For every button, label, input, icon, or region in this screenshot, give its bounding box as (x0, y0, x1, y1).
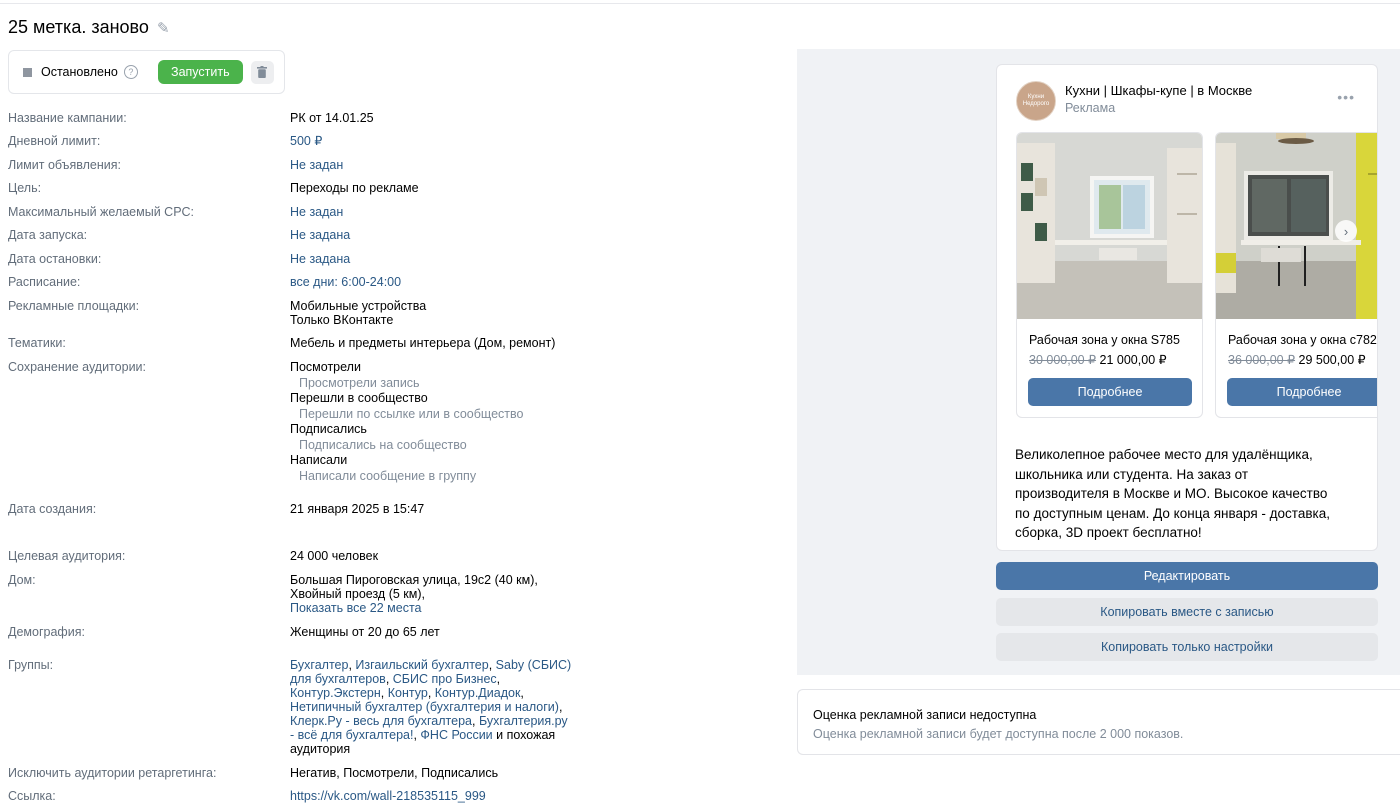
new-price: 29 500,00 ₽ (1298, 353, 1366, 367)
more-button[interactable]: Подробнее (1028, 378, 1192, 406)
platforms-value (290, 299, 590, 327)
group-link[interactable]: Контур (387, 686, 428, 700)
label: Дневной лимит: (8, 134, 101, 148)
label: Название кампании: (8, 111, 127, 125)
label: Рекламные площадки: (8, 299, 140, 313)
separator: , (380, 686, 388, 700)
product-name: Рабочая зона у окна S785 (1029, 333, 1180, 347)
status-panel (8, 50, 285, 94)
cpc-link[interactable]: Не задан (290, 205, 344, 219)
group-link[interactable]: СБИС про Бизнес (392, 672, 497, 686)
trash-icon (257, 66, 267, 78)
carousel-item[interactable] (1016, 132, 1203, 418)
separator: , (472, 714, 479, 728)
group-link[interactable]: ФНС России (420, 728, 493, 742)
rating-title: Оценка рекламной записи недоступна (813, 708, 1037, 722)
schedule-link[interactable]: все дни: 6:00-24:00 (290, 275, 402, 289)
campaign-name-value: РК от 14.01.25 (290, 111, 374, 125)
separator: , (496, 672, 501, 686)
label: Группы: (8, 658, 54, 672)
group-link[interactable]: Изгаильский бухгалтер (355, 658, 489, 672)
audience-name: Перешли в сообщество (290, 391, 428, 405)
demography-value: Женщины от 20 до 65 лет (290, 625, 440, 639)
group-avatar[interactable]: Кухни Недорого (1016, 81, 1056, 121)
old-price: 30 000,00 ₽ (1029, 353, 1097, 367)
stopped-status-icon (23, 68, 32, 77)
label: Целевая аудитория: (8, 549, 126, 563)
help-icon[interactable]: ? (124, 65, 138, 79)
copy-settings-button[interactable]: Копировать только настройки (996, 633, 1378, 661)
label: Исключить аудитории ретаргетинга: (8, 766, 217, 780)
label: Дата запуска: (8, 228, 88, 242)
label: Дом: (8, 573, 36, 587)
group-link[interactable]: Бухгалтер (290, 658, 349, 672)
status-label: Остановлено (41, 65, 118, 79)
groups-value (290, 658, 575, 756)
start-date-link[interactable]: Не задана (290, 228, 351, 242)
group-link[interactable]: Клерк.Ру - весь для бухгалтера (290, 714, 472, 728)
group-name[interactable]: Кухни | Шкафы-купе | в Москве (1065, 83, 1253, 98)
created-value: 21 января 2025 в 15:47 (290, 502, 425, 516)
label: Максимальный желаемый CPC: (8, 205, 195, 219)
pencil-icon[interactable]: ✎ (156, 19, 170, 37)
label: Дата создания: (8, 502, 97, 516)
group-link[interactable]: Saby (СБИС) для бухгалтеров (290, 658, 572, 686)
rating-panel (797, 689, 1400, 755)
audience-name: Подписались (290, 422, 367, 436)
topics-value: Мебель и предметы интерьера (Дом, ремонт) (290, 336, 556, 350)
audience-desc: Перешли по ссылке или в сообщество (299, 406, 524, 421)
audience-save-list (290, 360, 590, 484)
label: Тематики: (8, 336, 66, 350)
launch-button[interactable]: Запустить (158, 60, 243, 84)
product-name: Рабочая зона у окна с782 (1228, 333, 1377, 347)
audience-desc: Написали сообщение в группу (299, 468, 477, 483)
top-divider (0, 3, 1400, 4)
separator: , (558, 700, 563, 714)
audience-name: Посмотрели (290, 360, 361, 374)
exclude-value: Негатив, Посмотрели, Подписались (290, 766, 499, 780)
label: Лимит объявления: (8, 158, 121, 172)
audience-desc: Подписались на сообщество (299, 437, 467, 452)
house-item: Большая Пироговская улица, 19с2 (40 км), (290, 573, 538, 587)
platform-item: Только ВКонтакте (290, 313, 394, 327)
label: Демография: (8, 625, 85, 639)
page-title (8, 17, 170, 38)
goal-value: Переходы по рекламе (290, 181, 419, 195)
new-price: 21 000,00 ₽ (1099, 353, 1167, 367)
label: Цель: (8, 181, 42, 195)
delete-button[interactable] (251, 61, 274, 84)
separator: , (385, 672, 393, 686)
separator: , (348, 658, 356, 672)
label: Сохранение аудитории: (8, 360, 147, 374)
group-link[interactable]: Нетипичный бухгалтер (бухгалтерия и налоги) (290, 700, 559, 714)
label: Дата остановки: (8, 252, 102, 266)
show-all-places-link[interactable]: Показать все 22 места (290, 601, 422, 615)
more-icon[interactable]: ••• (1337, 89, 1355, 105)
copy-with-post-button[interactable]: Копировать вместе с записью (996, 598, 1378, 626)
more-button[interactable]: Подробнее (1227, 378, 1378, 406)
group-link[interactable]: Контур.Диадок (434, 686, 521, 700)
ad-limit-link[interactable]: Не задан (290, 158, 344, 172)
separator: , (413, 728, 421, 742)
label: Расписание: (8, 275, 81, 289)
platform-item: Мобильные устройства (290, 299, 427, 313)
carousel-item[interactable] (1215, 132, 1378, 418)
edit-button[interactable]: Редактировать (996, 562, 1378, 590)
old-price: 36 000,00 ₽ (1228, 353, 1296, 367)
group-link[interactable]: Контур.Экстерн (290, 686, 381, 700)
separator: и похожая аудитория (290, 728, 556, 756)
product-price (1228, 352, 1366, 367)
post-link[interactable]: https://vk.com/wall-218535115_999 (290, 789, 486, 803)
room-image (1017, 133, 1203, 319)
ad-label: Реклама (1065, 101, 1116, 115)
audience-desc: Просмотрели запись (299, 375, 420, 390)
daily-limit-link[interactable]: 500 ₽ (290, 134, 323, 148)
product-price (1029, 352, 1167, 367)
rating-subtitle: Оценка рекламной записи будет доступна после 2 000 показов. (813, 727, 1184, 741)
audience-name: Написали (290, 453, 348, 467)
ad-post-card (996, 64, 1378, 551)
campaign-title: 25 метка. заново (8, 17, 149, 37)
house-value (290, 573, 590, 615)
separator: , (520, 686, 524, 700)
group-link[interactable]: Бухгалтерия.ру - всё для бухгалтера! (290, 714, 568, 742)
target-value: 24 000 человек (290, 549, 379, 563)
chevron-right-icon[interactable]: › (1335, 220, 1357, 242)
house-item: Хвойный проезд (5 км), (290, 587, 425, 601)
separator: , (488, 658, 496, 672)
separator: , (427, 686, 435, 700)
ad-text: Великолепное рабочее место для удалёнщика, школьника или студента. На заказ от производителя в Москве и МО. Высокое качество по доступным ценам. До конца января - доставка, сборка, 3D проект бесплатно! (1015, 447, 1330, 540)
stop-date-link[interactable]: Не задана (290, 252, 351, 266)
product-image (1017, 133, 1202, 319)
label: Ссылка: (8, 789, 56, 803)
